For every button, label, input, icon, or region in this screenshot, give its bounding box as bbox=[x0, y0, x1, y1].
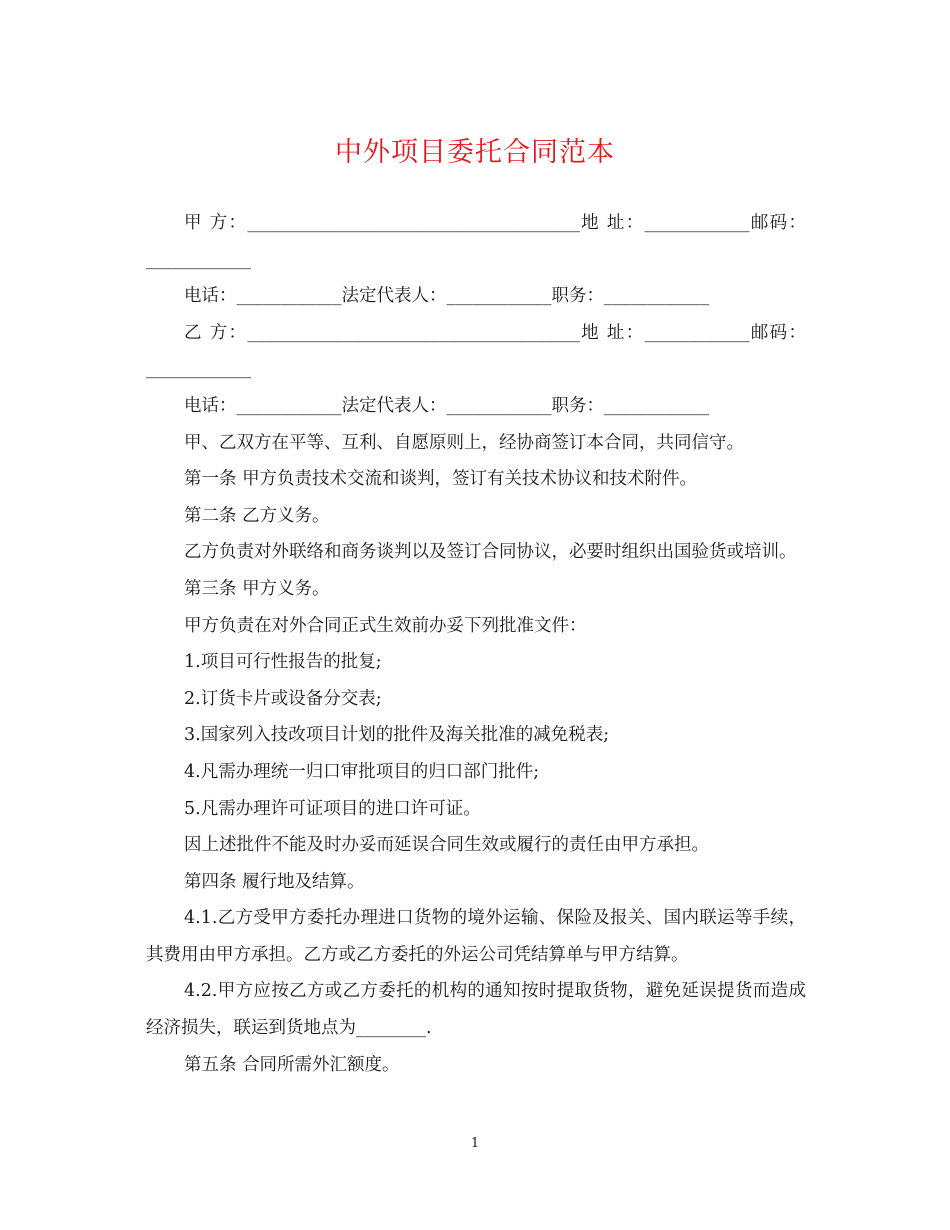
party-b-line: 乙 方：______________________________________地 址：____________邮码：____________ bbox=[146, 322, 806, 380]
list-item: 2.订货卡片或设备分交表; bbox=[184, 688, 382, 709]
article-1: 第一条 甲方负责技术交流和谈判，签订有关技术协议和技术附件。 bbox=[184, 469, 698, 490]
page-number: 1 bbox=[470, 1136, 480, 1151]
document-title: 中外项目委托合同范本 bbox=[335, 137, 615, 168]
preamble-paragraph: 甲、乙双方在平等、互利、自愿原则上，经协商签订本合同，共同信守。 bbox=[184, 432, 744, 453]
article-2-body: 乙方负责对外联络和商务谈判以及签订合同协议，必要时组织出国验货或培训。 bbox=[184, 542, 797, 563]
party-a-contact-line: 电话：____________法定代表人：____________职务：____________ bbox=[184, 286, 709, 307]
article-4-clause-2: 4.2.甲方应按乙方或乙方委托的机构的通知按时提取货物，避免延误提货而造成经济损失，联运到货地点为________. bbox=[146, 981, 806, 1039]
list-item: 4.凡需办理统一归口审批项目的归口部门批件; bbox=[184, 761, 540, 782]
party-b-contact-line: 电话：____________法定代表人：____________职务：____________ bbox=[184, 395, 709, 416]
article-3-intro: 甲方负责在对外合同正式生效前办妥下列批准文件： bbox=[184, 615, 587, 636]
article-3-heading: 第三条 甲方义务。 bbox=[184, 578, 330, 599]
article-4-heading: 第四条 履行地及结算。 bbox=[184, 871, 365, 892]
list-item: 1.项目可行性报告的批复; bbox=[184, 652, 382, 673]
article-4-clause-1: 4.1.乙方受甲方委托办理进口货物的境外运输、保险及报关、国内联运等手续，其费用由甲方承担。乙方或乙方委托的外运公司凭结算单与甲方结算。 bbox=[146, 908, 806, 965]
list-item: 5.凡需办理许可证项目的进口许可证。 bbox=[184, 798, 481, 819]
article-3-liability: 因上述批件不能及时办妥而延误合同生效或履行的责任由甲方承担。 bbox=[184, 835, 709, 856]
document-body bbox=[146, 205, 806, 1083]
article-5-heading: 第五条 合同所需外汇额度。 bbox=[184, 1054, 400, 1075]
article-2-heading: 第二条 乙方义务。 bbox=[184, 505, 330, 526]
list-item: 3.国家列入技改项目计划的批件及海关批准的减免税表; bbox=[184, 725, 610, 746]
party-a-line: 甲 方：______________________________________地 址：____________邮码：____________ bbox=[146, 213, 806, 270]
